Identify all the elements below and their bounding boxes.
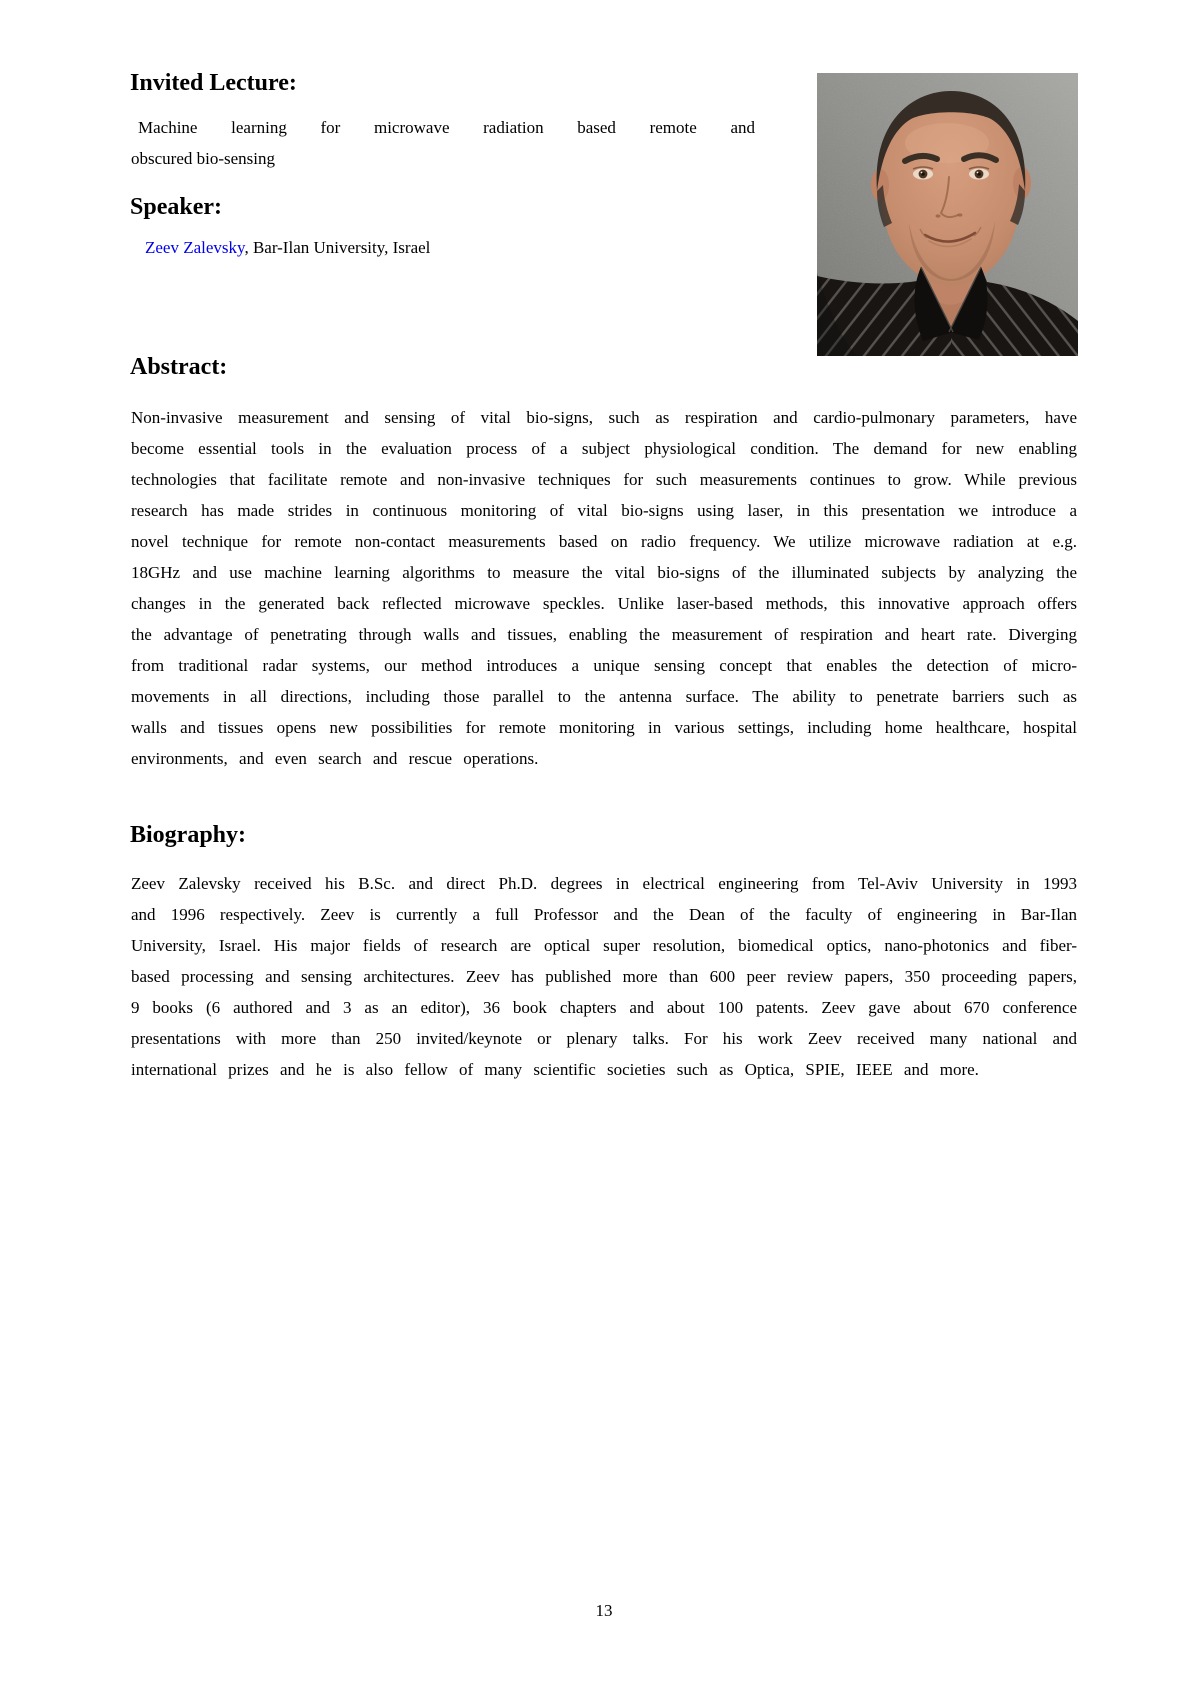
lecture-title: [131, 112, 755, 174]
abstract-text: Non-invasive measurement and sensing of vital bio-signs, such as respiration and cardio-pulmonary parameters, have become essential tools in the evaluation process of a subject physiological condition. The demand for new enabling technologies that facilitate remote and non-invasive techniques for such measurements continues to grow. While previous research has made strides in continuous monitoring of vital bio-signs using laser, in this presentation we introduce a novel technique for remote non-contact measurements based on radio frequency. We utilize microwave radiation at e.g. 18GHz and use machine learning algorithms to measure the vital bio-signs of the illuminated subjects by analyzing the changes in the generated back reflected microwave speckles. Unlike laser-based methods, this innovative approach offers the advantage of penetrating through walls and tissues, enabling the measurement of respiration and heart rate. Diverging from traditional radar systems, our method introduces a unique sensing concept that enables the detection of micro-movements in all directions, including those parallel to the antenna surface. The ability to penetrate barriers such as walls and tissues opens new possibilities for remote monitoring in various settings, including home healthcare, hospital environments, and even search and rescue operations.: [131, 408, 1077, 768]
lecture-title-line-2: obscured bio-sensing: [131, 149, 276, 168]
speaker-photo: [817, 73, 1078, 356]
speaker-line: [131, 232, 805, 263]
speaker-name-link[interactable]: Zeev Zalevsky: [145, 238, 245, 257]
biography-text: Zeev Zalevsky received his B.Sc. and direct Ph.D. degrees in electrical engineering from Tel-Aviv University in 1993 and 1996 respectively. Zeev is currently a full Professor and the Dean of the faculty of engineering in Bar-Ilan University, Israel. His major fields of research are optical super resolution, biomedical optics, nano-photonics and fiber-based processing and sensing architectures. Zeev has published more than 600 peer review papers, 350 proceeding papers, 9 books (6 authored and 3 as an editor), 36 book chapters and about 100 patents. Zeev gave about 670 conference presentations with more than 250 invited/keynote or plenary talks. For his work Zeev received many national and international prizes and he is also fellow of many scientific societies such as Optica, SPIE, IEEE and more.: [131, 874, 1077, 1079]
speaker-heading: Speaker:: [130, 194, 222, 220]
abstract-heading: Abstract:: [130, 354, 228, 380]
speaker-affiliation: , Bar-Ilan University, Israel: [244, 238, 431, 257]
invited-lecture-heading: Invited Lecture:: [130, 70, 297, 96]
biography-heading: Biography:: [130, 822, 247, 848]
speaker-photo-graphic: [817, 73, 1078, 356]
lecture-title-line-1: Machine learning for microwave radiation based remote and: [138, 118, 755, 137]
page-number: 13: [595, 1601, 613, 1620]
